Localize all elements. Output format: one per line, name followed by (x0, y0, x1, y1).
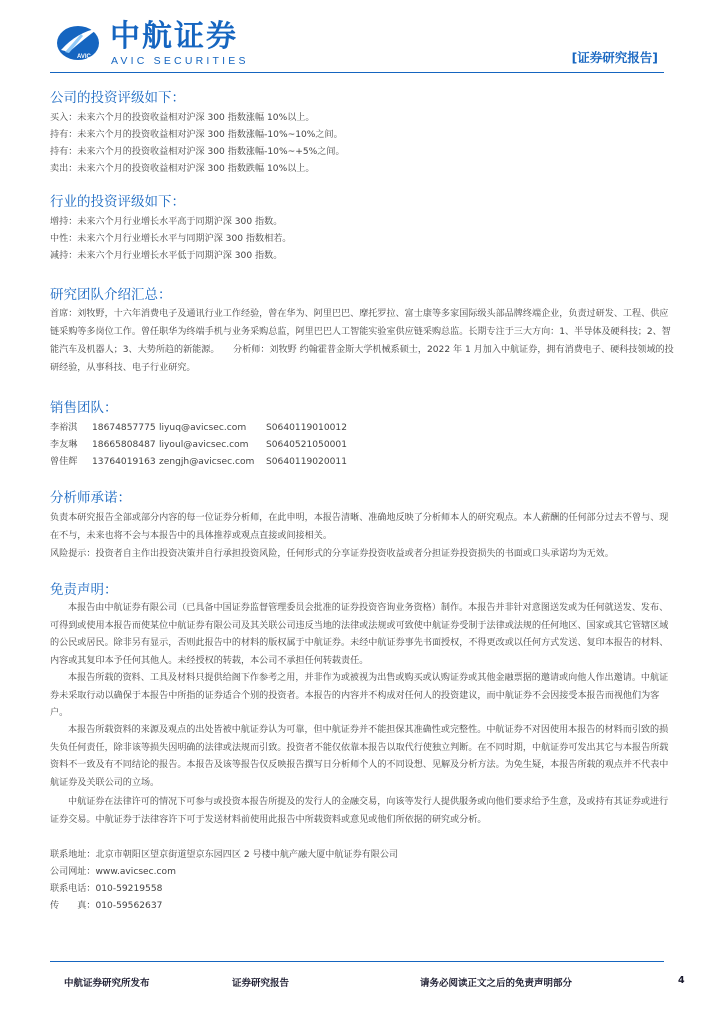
company-rating-line-4: 卖出：未来六个月的投资收益相对沪深 300 指数跌幅 10%以上。 (50, 164, 315, 174)
sales-email[interactable]: liyoul@avicsec.com (159, 440, 249, 450)
team-line-1: 首席：刘牧野，十六年消费电子及通讯行业工作经验，曾在华为、阿里巴巴、摩托罗拉、富士康等多家国际级头部品牌终端企业，负责过研发、工程、供应 (50, 309, 669, 319)
research-team-title: 研究团队介绍汇总： (50, 287, 172, 303)
analyst-commitment-title: 分析师承诺： (50, 490, 131, 506)
team-line-2: 链采购等多岗位工作。曾任职华为终端手机与业务采购总监，阿里巴巴人工智能实验室供应链采购总监。长期专注于三大方向：1、半导体及硬科技；2、智 (50, 327, 671, 337)
industry-rating-line-1: 增持：未来六个月行业增长水平高于同期沪深 300 指数。 (50, 217, 283, 227)
disclaimer-paragraph-3: 本报告所载资料的来源及观点的出处皆被中航证券认为可靠，但中航证券并不能担保其准确性或完整性。中航证券不对因使用本报告的材料而引致的损失负任何责任，除非该等损失因明确的法律或法规而引致。投资者不能仅依靠本报告以取代行使独立判断。在不同时期，中航证券可发出其它与本报告所载资料不一致及有不同结论的报告。本报告及该等报告仅反映报告撰写日分析师个人的不同设想、见解及分析方法。为免生疑，本报告所载的观点并不代表中航证券及关联公司的立场。 (50, 725, 669, 788)
sales-phone: 13764019163 (92, 457, 156, 467)
footer-report-type: 证券研究报告 (232, 978, 290, 989)
contact-website[interactable]: 公司网址：www.avicsec.com (50, 867, 176, 877)
header-divider (50, 72, 664, 73)
disclaimer-paragraph-4: 中航证券在法律许可的情况下可参与或投资本报告所提及的发行人的金融交易，向该等发行人提供服务或向他们要求给予生意，及或持有其证券或进行证券交易。中航证券于法律容许下可于发送材料前使用此报告中所载资料或意见或他们所依据的研究或分析。 (50, 797, 669, 825)
footer-divider (50, 961, 664, 962)
commitment-line-2: 在不与，未来也将不会与本报告中的具体推荐或观点直接或间接相关。 (50, 531, 332, 541)
logo-chinese-name: 中航证券 (110, 19, 238, 54)
sales-email[interactable]: zengjh@avicsec.com (159, 457, 255, 467)
company-rating-line-2: 持有：未来六个月的投资收益相对沪深 300 指数涨幅-10%~10%之间。 (50, 130, 343, 140)
sales-phone: 18665808487 (92, 440, 156, 450)
industry-rating-title: 行业的投资评级如下： (50, 194, 185, 210)
team-line-4: 研经验，从事科技、电子行业研究。 (50, 363, 196, 373)
sales-name: 李友琳 (50, 440, 78, 450)
sales-person-row (50, 454, 347, 467)
sales-team-title: 销售团队： (50, 400, 118, 416)
sales-email[interactable]: liyuq@avicsec.com (159, 423, 247, 433)
contact-fax: 传 真：010-59562637 (50, 901, 163, 911)
sales-person-row (50, 437, 347, 450)
report-type-tag: [证券研究报告] (571, 50, 658, 65)
page-header (0, 0, 724, 75)
sales-name: 曾佳辉 (50, 457, 78, 467)
company-rating-line-1: 买入：未来六个月的投资收益相对沪深 300 指数涨幅 10%以上。 (50, 113, 315, 123)
commitment-risk-line: 风险提示：投资者自主作出投资决策并自行承担投资风险，任何形式的分享证券投资收益或者分担证券投资损失的书面或口头承诺均为无效。 (50, 549, 614, 559)
logo-mark-text: AVIC (77, 54, 91, 60)
team-line-3: 能汽车及机器人；3、大势所趋的新能源。 分析师：刘牧野 约翰霍普金斯大学机械系硕士，2022 年 1 月加入中航证券，拥有消费电子、硬科技领域的投 (50, 345, 674, 355)
company-rating-title: 公司的投资评级如下： (50, 90, 185, 106)
disclaimer-title: 免责声明： (50, 582, 118, 598)
footer-publisher: 中航证券研究所发布 (64, 978, 150, 989)
sales-phone: 18674857775 (92, 423, 156, 433)
company-rating-line-3: 持有：未来六个月的投资收益相对沪深 300 指数涨幅-10%~+5%之间。 (50, 147, 345, 157)
sales-person-row (50, 420, 347, 433)
sales-name: 李裕淇 (50, 423, 78, 433)
footer-disclaimer-note: 请务必阅读正文之后的免责声明部分 (420, 978, 573, 989)
disclaimer-paragraph-1: 本报告由中航证券有限公司（已具备中国证券监督管理委员会批准的证券投资咨询业务资格）制作。本报告并非针对意图送发或为任何就送发、发布、可得到或使用本报告而使某位中航证券有限公司及其关联公司违反当地的法律或法规或可致使中航证券受制于法律或法规的任何地区、国家或其它管辖区域的公民或居民。除非另有显示，否则此报告中的材料的版权属于中航证券。未经中航证券事先书面授权，不得更改或以任何方式发送、复印本报告的材料、内容或其复印本予任何其他人。未经授权的转载，本公司不承担任何转载责任。 (50, 603, 669, 666)
contact-address: 联系地址：北京市朝阳区望京街道望京东园四区 2 号楼中航产融大厦中航证券有限公司 (50, 850, 399, 860)
commitment-line-1: 负责本研究报告全部或部分内容的每一位证券分析师，在此申明，本报告清晰、准确地反映了分析师本人的研究观点。本人薪酬的任何部分过去不曾与、现 (50, 513, 669, 523)
sales-cert: S0640521050001 (266, 440, 347, 450)
logo-english-name: AVIC SECURITIES (111, 55, 249, 67)
industry-rating-line-3: 减持：未来六个月行业增长水平低于同期沪深 300 指数。 (50, 251, 283, 261)
avic-logo-icon (55, 22, 101, 62)
disclaimer-paragraph-2: 本报告所载的资料、工具及材料只提供给阁下作参考之用，并非作为或被视为出售或购买或认购证券或其他金融票据的邀请或向他人作出邀请。中航证券未采取行动以确保于本报告中所指的证券适合个别的投资者。本报告的内容并不构成对任何人的投资建议，而中航证券不会因接受本报告而视他们为客户。 (50, 673, 669, 718)
sales-cert: S0640119020011 (266, 457, 347, 467)
sales-cert: S0640119010012 (266, 423, 347, 433)
industry-rating-line-2: 中性：未来六个月行业增长水平与同期沪深 300 指数相若。 (50, 234, 292, 244)
page-number: 4 (678, 975, 685, 986)
contact-phone: 联系电话：010-59219558 (50, 884, 163, 894)
